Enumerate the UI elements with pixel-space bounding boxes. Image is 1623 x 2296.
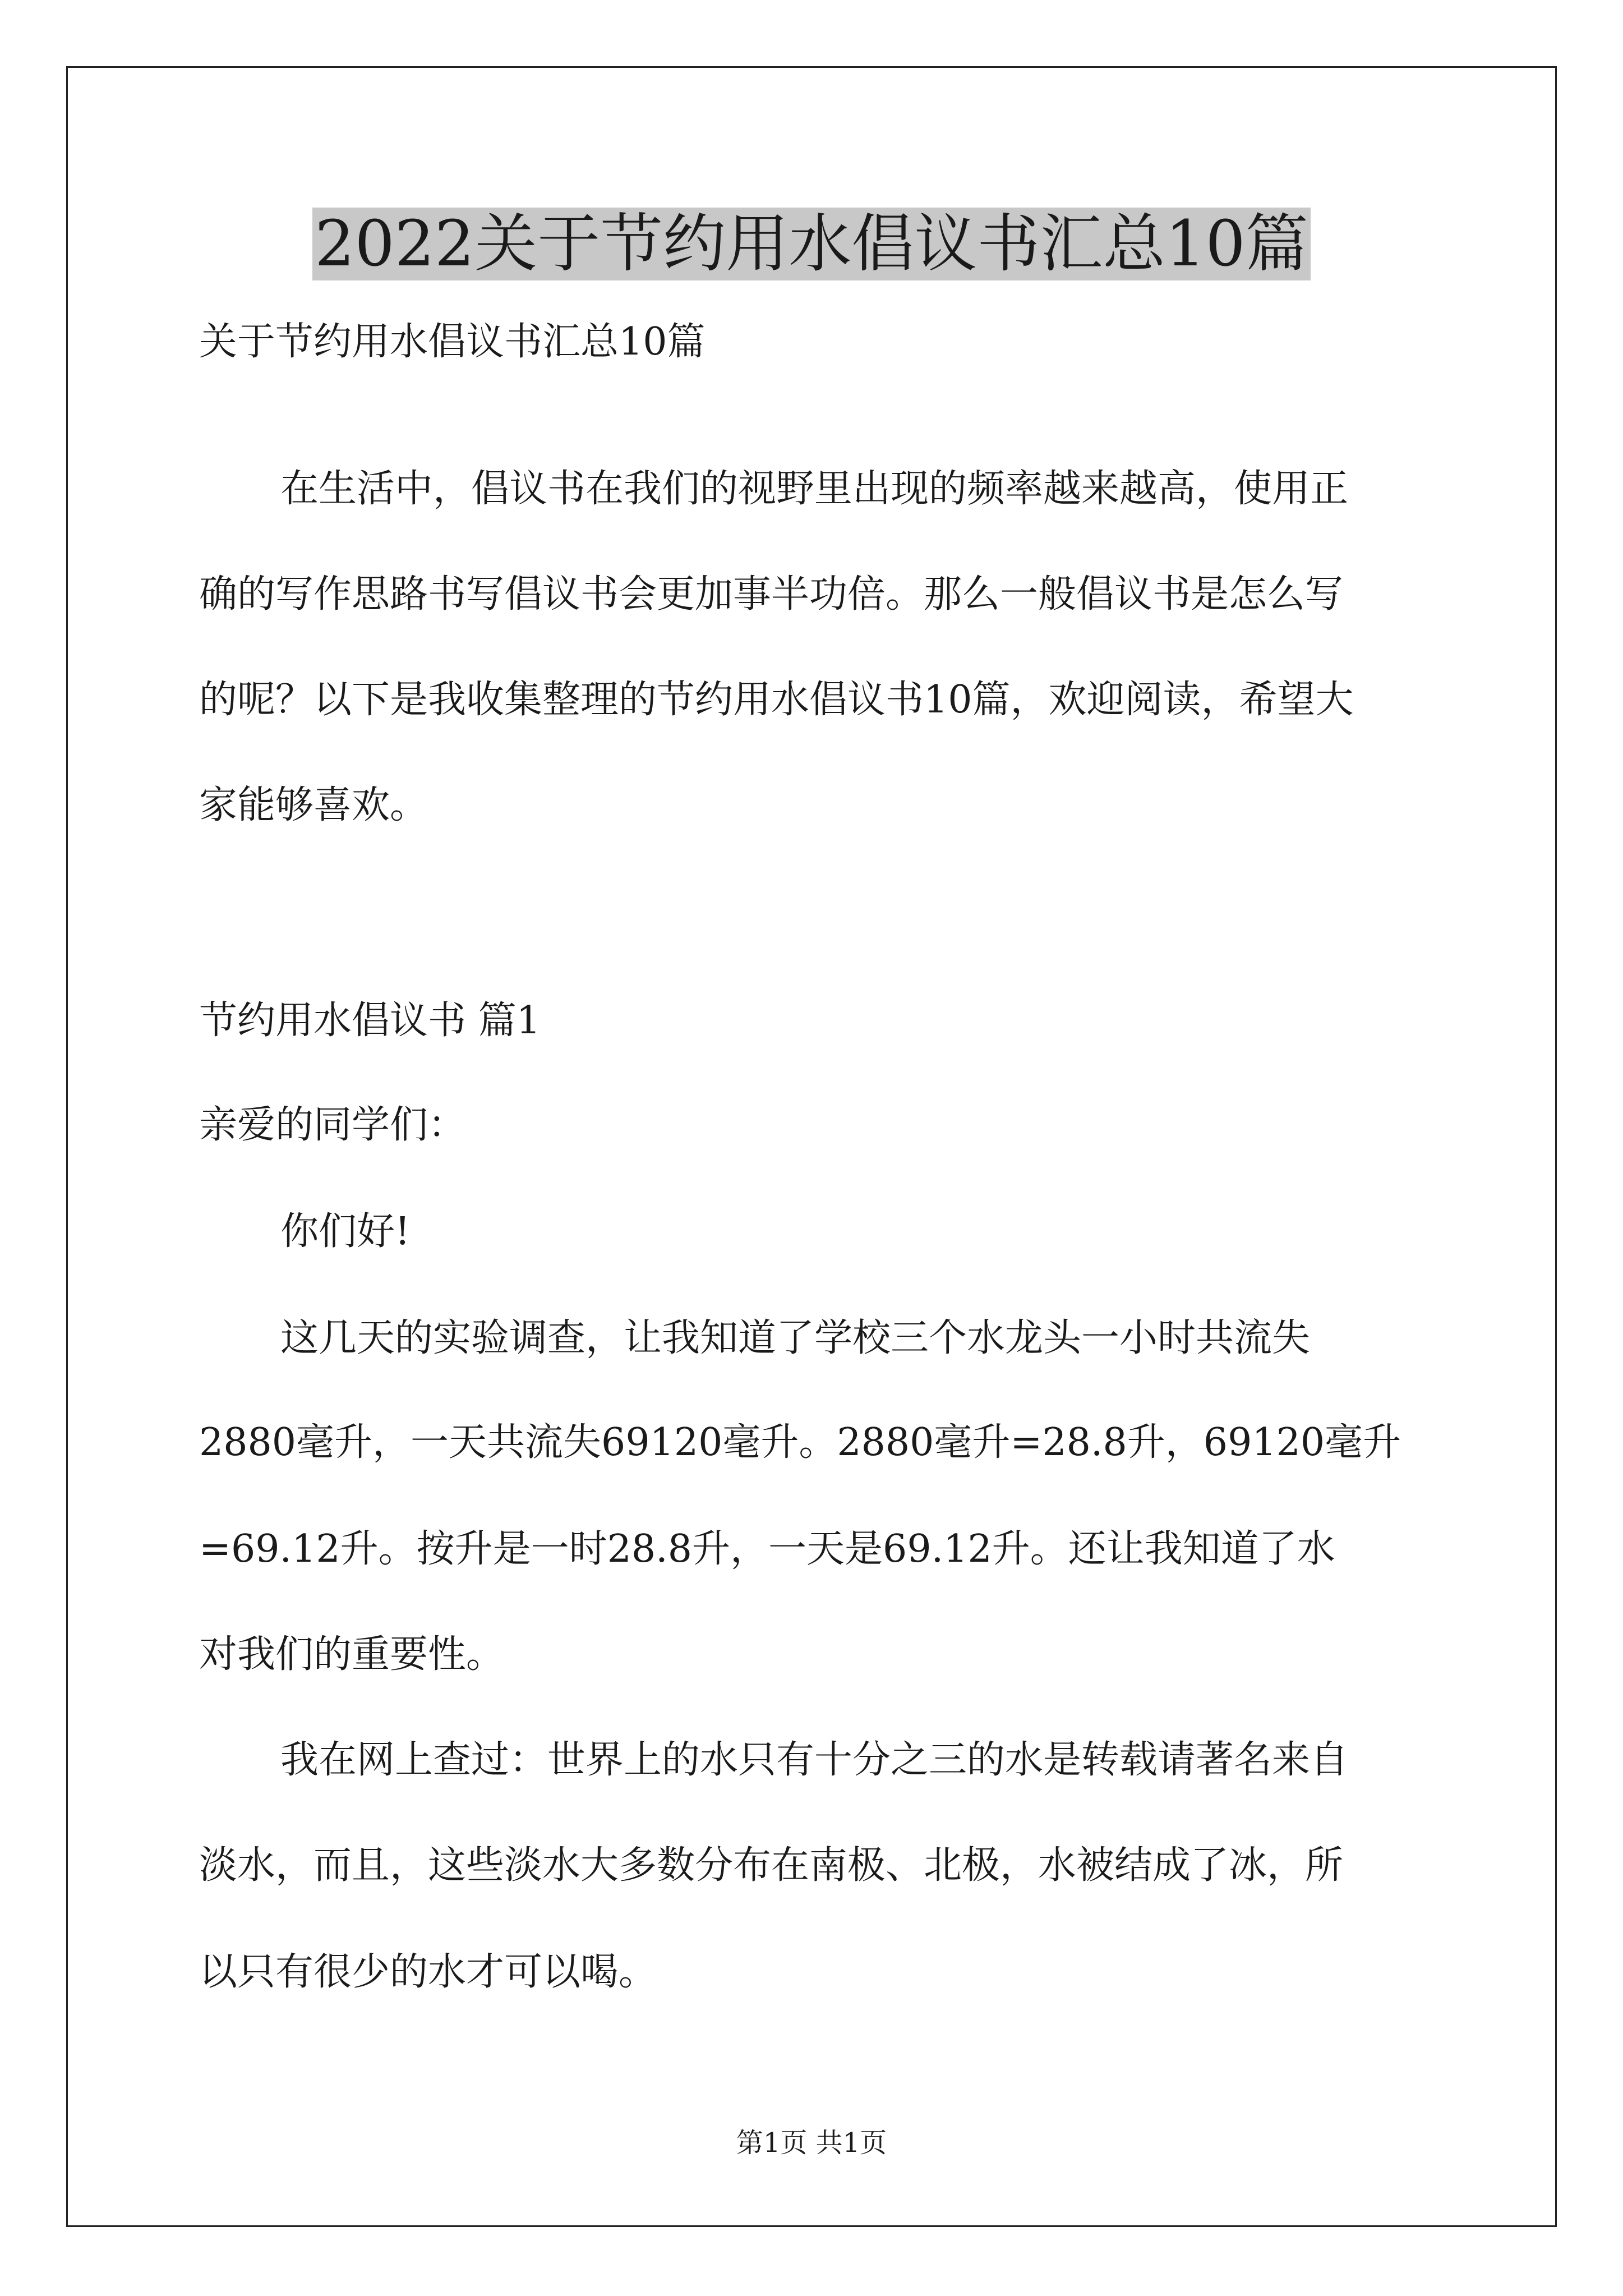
page-footer: 第1页 共1页 xyxy=(736,2127,887,2159)
section-heading: 节约用水倡议书 篇1 xyxy=(199,999,541,1043)
document-title xyxy=(0,202,1623,286)
paragraph1-line-1: 这几天的实验调查，让我知道了学校三个水龙头一小时共流失 xyxy=(280,1316,1311,1360)
salutation: 亲爱的同学们： xyxy=(199,1103,467,1147)
intro-line-3: 的呢？以下是我收集整理的节约用水倡议书10篇，欢迎阅读，希望大 xyxy=(199,678,1354,722)
paragraph1-line-3: =69.12升。按升是一时28.8升，一天是69.12升。还让我知道了水 xyxy=(199,1527,1335,1571)
paragraph1-line-2: 2880毫升，一天共流失69120毫升。2880毫升=28.8升，69120毫升 xyxy=(199,1420,1401,1465)
intro-line-1: 在生活中，倡议书在我们的视野里出现的频率越来越高，使用正 xyxy=(280,467,1349,511)
intro-line-4: 家能够喜欢。 xyxy=(199,783,428,827)
document-title-text: 2022关于节约用水倡议书汇总10篇 xyxy=(312,208,1311,280)
paragraph2-line-1: 我在网上查过：世界上的水只有十分之三的水是转载请著名来自 xyxy=(280,1738,1349,1782)
paragraph2-line-2: 淡水，而且，这些淡水大多数分布在南极、北极，水被结成了冰，所 xyxy=(199,1843,1344,1888)
paragraph1-line-4: 对我们的重要性。 xyxy=(199,1632,505,1677)
intro-line-2: 确的写作思路书写倡议书会更加事半功倍。那么一般倡议书是怎么写 xyxy=(199,572,1344,616)
document-subtitle: 关于节约用水倡议书汇总10篇 xyxy=(199,320,706,364)
paragraph2-line-3: 以只有很少的水才可以喝。 xyxy=(199,1950,657,1994)
greeting: 你们好! xyxy=(280,1209,411,1254)
